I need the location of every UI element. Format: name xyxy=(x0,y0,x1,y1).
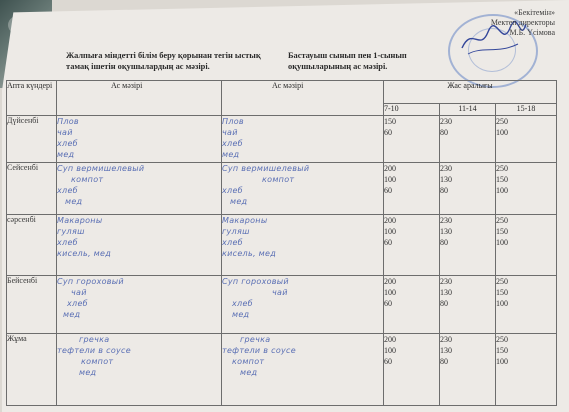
table-row xyxy=(7,163,557,214)
approval-block xyxy=(463,8,555,38)
header-left-title xyxy=(66,50,276,72)
portion-value: 150 xyxy=(496,345,508,355)
portion-value: 100 xyxy=(496,186,508,196)
portion-value: 100 xyxy=(384,226,396,236)
portion-value: 150 xyxy=(496,175,508,185)
approval-name: М.Б. Үсімова xyxy=(509,28,555,37)
dish: тефтели в соусе xyxy=(222,345,296,355)
dish: хлеб xyxy=(222,237,243,247)
dish: хлеб xyxy=(67,299,88,309)
portion-value: 80 xyxy=(440,356,448,366)
dish: Суп вермишелевый xyxy=(57,164,145,174)
portion-value: 230 xyxy=(440,116,452,126)
approval-title: «Бекітемін» xyxy=(514,8,555,17)
dish: гречка xyxy=(79,334,110,344)
portion-15-18 xyxy=(496,333,557,405)
portion-7-10 xyxy=(384,214,440,276)
dish: мед xyxy=(79,367,97,377)
portion-value: 200 xyxy=(384,277,396,287)
portion-7-10 xyxy=(384,115,440,162)
portion-value: 100 xyxy=(496,237,508,247)
portion-value: 80 xyxy=(440,127,448,137)
day-cell: Сейсенбі xyxy=(7,163,57,214)
portion-value: 60 xyxy=(384,186,392,196)
dish: мед xyxy=(230,197,248,207)
portion-15-18 xyxy=(496,163,557,214)
menu-right-cell xyxy=(222,115,384,162)
portion-value: 230 xyxy=(440,277,452,287)
portion-11-14 xyxy=(440,276,496,334)
portion-value: 60 xyxy=(384,356,392,366)
portion-value: 60 xyxy=(384,299,392,309)
dish: мед xyxy=(63,310,81,320)
header-right-text: Бастауыш сынып пен 1-сынып оқушыларының ас мәзірі. xyxy=(288,51,407,71)
dish: хлеб xyxy=(222,186,243,196)
portion-11-14 xyxy=(440,115,496,162)
portion-value: 250 xyxy=(496,334,508,344)
portion-value: 150 xyxy=(384,116,396,126)
dish: мед xyxy=(65,197,83,207)
portion-value: 100 xyxy=(384,288,396,298)
portion-value: 230 xyxy=(440,164,452,174)
day-cell: Жұма xyxy=(7,333,57,405)
menu-left-cell xyxy=(57,115,222,162)
dish: мед xyxy=(222,149,240,159)
dish: Суп гороховый xyxy=(57,277,124,287)
portion-value: 200 xyxy=(384,215,396,225)
dish: компот xyxy=(232,356,265,366)
dish: Суп вермишелевый xyxy=(222,164,310,174)
day-cell: Дүйсенбі xyxy=(7,115,57,162)
portion-11-14 xyxy=(440,333,496,405)
dish: Плов xyxy=(222,116,244,126)
dish: тефтели в соусе xyxy=(57,345,131,355)
portion-7-10 xyxy=(384,163,440,214)
age-range-header: Жас аралығы xyxy=(384,81,557,104)
menu-left-cell xyxy=(57,276,222,334)
menu-left-cell xyxy=(57,214,222,276)
dish: гуляш xyxy=(57,226,85,236)
menu-left-cell xyxy=(57,163,222,214)
approval-position: Мектеп директоры xyxy=(490,18,555,27)
portion-value: 200 xyxy=(384,164,396,174)
dish: хлеб xyxy=(222,138,243,148)
dish: Макароны xyxy=(57,215,103,225)
dish: кисель, мед xyxy=(57,248,112,258)
portion-value: 100 xyxy=(496,127,508,137)
menu-right-cell xyxy=(222,214,384,276)
portion-value: 130 xyxy=(440,175,452,185)
portion-value: 230 xyxy=(440,334,452,344)
portion-value: 130 xyxy=(440,345,452,355)
portion-value: 250 xyxy=(496,277,508,287)
dish: компот xyxy=(81,356,114,366)
portion-value: 80 xyxy=(440,186,448,196)
table-row xyxy=(7,115,557,162)
portion-value: 250 xyxy=(496,215,508,225)
dish: мед xyxy=(57,149,75,159)
portion-15-18 xyxy=(496,276,557,334)
menu-right-cell xyxy=(222,333,384,405)
portion-value: 100 xyxy=(384,175,396,185)
portion-value: 80 xyxy=(440,237,448,247)
table-row xyxy=(7,214,557,276)
dish: компот xyxy=(71,175,104,185)
dish: кисель, мед xyxy=(222,248,277,258)
portion-7-10 xyxy=(384,333,440,405)
portion-value: 250 xyxy=(496,116,508,126)
portion-value: 100 xyxy=(496,299,508,309)
dish: мед xyxy=(240,367,258,377)
dish: чай xyxy=(57,127,73,137)
portion-15-18 xyxy=(496,214,557,276)
portion-value: 80 xyxy=(440,299,448,309)
menu-right-header: Ас мәзірі xyxy=(222,81,384,116)
menu-table xyxy=(6,80,557,406)
dish: хлеб xyxy=(57,138,78,148)
portion-value: 100 xyxy=(496,356,508,366)
dish: гречка xyxy=(240,334,271,344)
dish: мед xyxy=(232,310,250,320)
table-row xyxy=(7,333,557,405)
dish: гуляш xyxy=(222,226,250,236)
portion-value: 230 xyxy=(440,215,452,225)
dish: хлеб xyxy=(57,186,78,196)
dish: хлеб xyxy=(57,237,78,247)
age-range-11-14: 11-14 xyxy=(440,103,496,115)
portion-value: 250 xyxy=(496,164,508,174)
menu-right-cell xyxy=(222,276,384,334)
portion-value: 130 xyxy=(440,226,452,236)
day-column-header: Апта күндері xyxy=(7,81,57,116)
portion-value: 60 xyxy=(384,127,392,137)
dish: Макароны xyxy=(222,215,268,225)
age-range-15-18: 15-18 xyxy=(496,103,557,115)
portion-7-10 xyxy=(384,276,440,334)
dish: Суп гороховый xyxy=(222,277,289,287)
portion-15-18 xyxy=(496,115,557,162)
dish: чай xyxy=(71,288,87,298)
dish: Плов xyxy=(57,116,79,126)
portion-11-14 xyxy=(440,163,496,214)
portion-value: 150 xyxy=(496,226,508,236)
header-left-text: Жалпыға міндетті білім беру қорынан тегін ыстық тамақ ішетін оқушылардың ас мәзірі. xyxy=(66,51,261,71)
age-range-7-10: 7-10 xyxy=(384,103,440,115)
portion-value: 60 xyxy=(384,237,392,247)
menu-left-header: Ас мәзірі xyxy=(57,81,222,116)
header-right-title xyxy=(288,50,438,72)
portion-11-14 xyxy=(440,214,496,276)
portion-value: 150 xyxy=(496,288,508,298)
dish: чай xyxy=(222,127,238,137)
portion-value: 100 xyxy=(384,345,396,355)
dish: компот xyxy=(262,175,295,185)
dish: чай xyxy=(272,288,288,298)
menu-right-cell xyxy=(222,163,384,214)
dish: хлеб xyxy=(232,299,253,309)
day-cell: сәрсенбі xyxy=(7,214,57,276)
portion-value: 130 xyxy=(440,288,452,298)
day-cell: Бейсенбі xyxy=(7,276,57,334)
table-row xyxy=(7,276,557,334)
menu-left-cell xyxy=(57,333,222,405)
portion-value: 200 xyxy=(384,334,396,344)
